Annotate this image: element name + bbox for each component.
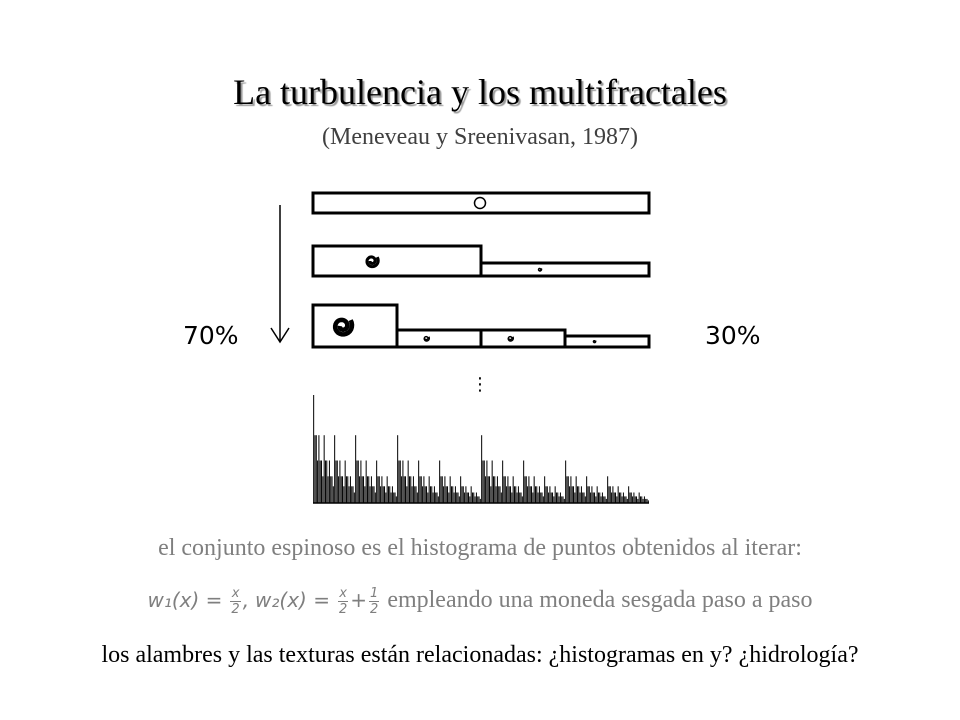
w2-denominator: 2 [338, 601, 348, 617]
cascade-cell [313, 193, 649, 213]
constant-denominator: 2 [370, 601, 379, 617]
spiky-histogram [313, 395, 649, 503]
continuation-ellipsis: ⋮ [471, 374, 489, 395]
slide-subtitle: (Meneveau y Sreenivasan, 1987) [322, 124, 638, 150]
caption-line-1: el conjunto espinoso es el histograma de puntos obtenidos al iterar: [158, 535, 802, 561]
caption-line-2: los alambres y las texturas están relacionadas: ¿histogramas en y? ¿hidrología? [101, 642, 859, 668]
w1-lhs: w₁(x) = [147, 588, 223, 612]
w1-numerator: x [231, 585, 240, 601]
plus-sign: + [350, 588, 368, 612]
w1-denominator: 2 [231, 601, 240, 617]
w2-lhs: w₂(x) = [255, 588, 330, 612]
cascade-cell [397, 330, 481, 347]
constant-numerator: 1 [370, 585, 379, 601]
constant-fraction [369, 586, 379, 617]
formula-separator: , [242, 588, 250, 612]
cascade-cell [313, 305, 397, 347]
cascade-cell [313, 246, 481, 276]
w2-fraction [338, 586, 348, 617]
cascade-bars [313, 193, 649, 347]
right-percent-label: 30% [705, 321, 761, 350]
w1-fraction [230, 586, 240, 617]
formula-tail-text: empleando una moneda sesgada paso a paso [387, 587, 813, 613]
eddy-spiral-icon [593, 341, 596, 343]
eddy-spiral-icon [538, 268, 541, 271]
cascade-cell [565, 336, 649, 347]
cascade-cell [481, 330, 565, 347]
formula-line [0, 585, 960, 617]
cascade-cell [481, 263, 649, 276]
left-percent-label: 70% [183, 321, 239, 350]
slide-title: La turbulencia y los multifractales [233, 72, 727, 112]
w2-numerator: x [339, 585, 347, 601]
